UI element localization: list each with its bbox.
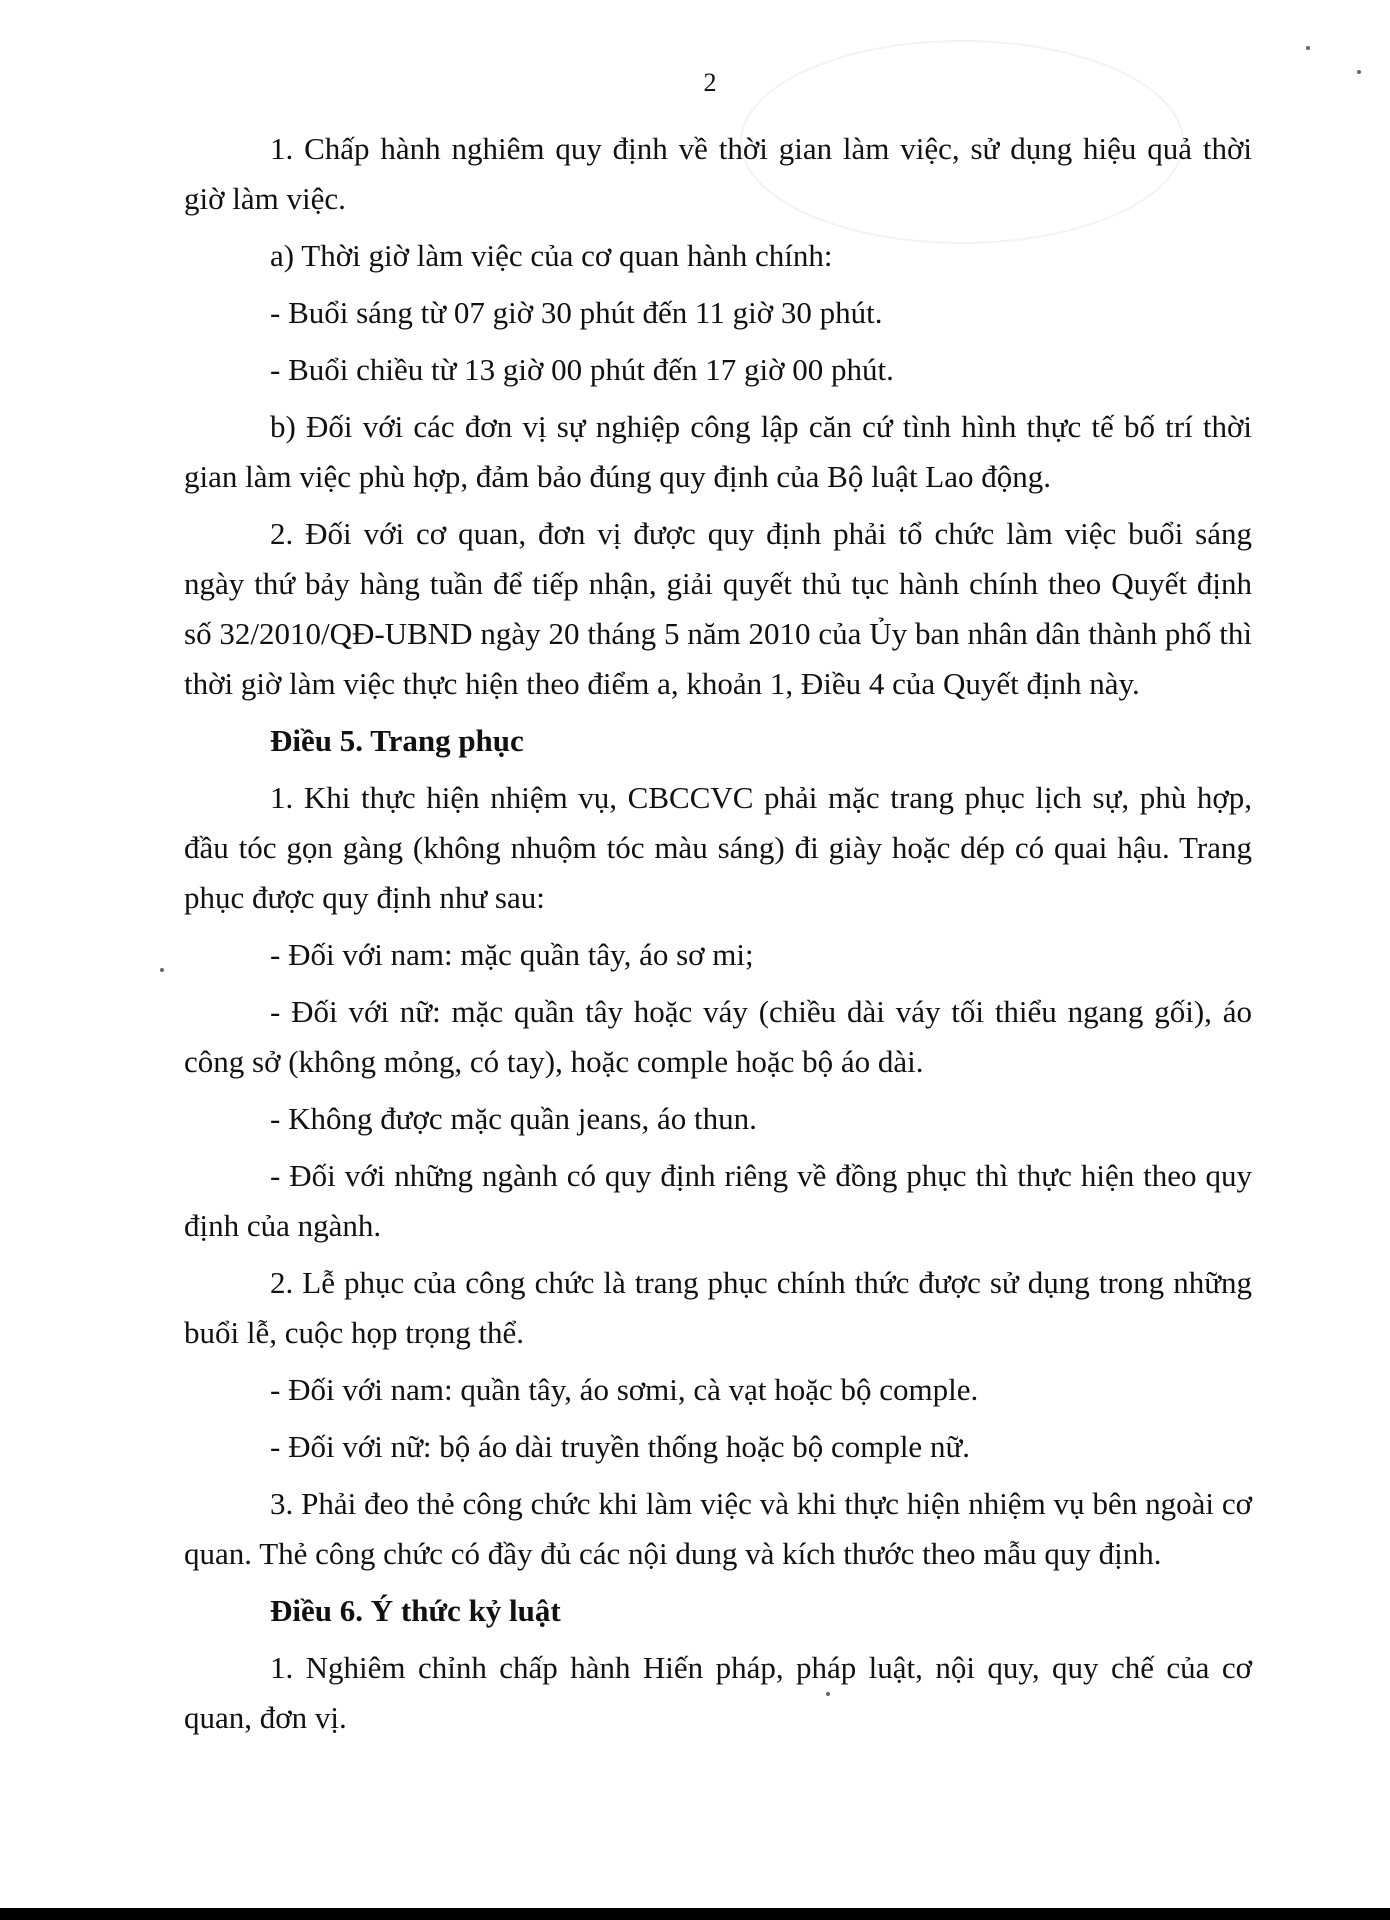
paragraph: 1. Khi thực hiện nhiệm vụ, CBCCVC phải mặc trang phục lịch sự, phù hợp, đầu tóc gọn gàng (không nhuộm tóc màu sáng) đi giày hoặc dép có quai hậu. Trang phục được quy định như sau:: [184, 780, 1252, 915]
paragraph: - Buổi chiều từ 13 giờ 00 phút đến 17 giờ 00 phút.: [270, 352, 894, 387]
paragraph: a) Thời giờ làm việc của cơ quan hành chính:: [270, 238, 833, 273]
paragraph: 1. Chấp hành nghiêm quy định về thời gian làm việc, sử dụng hiệu quả thời giờ làm việc.: [184, 131, 1252, 216]
scan-bottom-edge: [0, 1908, 1390, 1920]
document-body: [184, 124, 1252, 1750]
paragraph: 3. Phải đeo thẻ công chức khi làm việc và khi thực hiện nhiệm vụ bên ngoài cơ quan. Thẻ công chức có đầy đủ các nội dung và kích thước theo mẫu quy định.: [184, 1486, 1252, 1571]
paragraph: - Không được mặc quần jeans, áo thun.: [270, 1101, 757, 1136]
paragraph: - Đối với nam: quần tây, áo sơmi, cà vạt hoặc bộ comple.: [270, 1372, 979, 1407]
paragraph: 1. Nghiêm chỉnh chấp hành Hiến pháp, pháp luật, nội quy, quy chế của cơ quan, đơn vị.: [184, 1650, 1252, 1735]
scan-speck: [160, 968, 164, 972]
paragraph: - Đối với nữ: bộ áo dài truyền thống hoặc bộ comple nữ.: [270, 1429, 970, 1464]
paragraph: b) Đối với các đơn vị sự nghiệp công lập căn cứ tình hình thực tế bố trí thời gian làm việc phù hợp, đảm bảo đúng quy định của Bộ luật Lao động.: [184, 409, 1252, 494]
paragraph: - Đối với những ngành có quy định riêng về đồng phục thì thực hiện theo quy định của ngành.: [184, 1158, 1252, 1243]
article-heading: Điều 6. Ý thức kỷ luật: [270, 1593, 561, 1628]
paragraph: - Buổi sáng từ 07 giờ 30 phút đến 11 giờ 30 phút.: [270, 295, 883, 330]
article-heading: Điều 5. Trang phục: [270, 723, 524, 758]
scan-speck: [1306, 46, 1310, 50]
paragraph: 2. Lễ phục của công chức là trang phục chính thức được sử dụng trong những buổi lễ, cuộc họp trọng thể.: [184, 1265, 1252, 1350]
page-number: 2: [703, 68, 717, 97]
paragraph: 2. Đối với cơ quan, đơn vị được quy định phải tổ chức làm việc buổi sáng ngày thứ bảy hàng tuần để tiếp nhận, giải quyết thủ tục hành chính theo Quyết định số 32/2010/QĐ-UBND ngày 20 tháng 5 năm 2010 của Ủy ban nhân dân thành phố thì thời giờ làm việc thực hiện theo điểm a, khoản 1, Điều 4 của Quyết định này.: [184, 516, 1252, 701]
paragraph: - Đối với nữ: mặc quần tây hoặc váy (chiều dài váy tối thiểu ngang gối), áo công sở (không mỏng, có tay), hoặc comple hoặc bộ áo dài.: [184, 994, 1252, 1079]
paragraph: - Đối với nam: mặc quần tây, áo sơ mi;: [270, 937, 754, 972]
